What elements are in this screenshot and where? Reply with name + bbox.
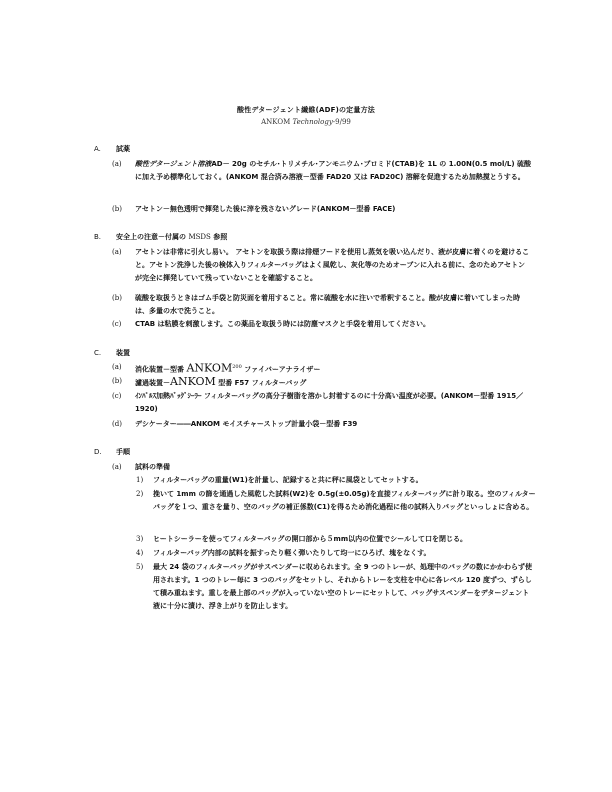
section-a-heading: A. 試薬 (94, 145, 130, 153)
list-item: 2) 挽いて 1mm の篩を通過した風乾した試料(W2)を 0.5g(±0.05g)を直接フィルターバッグに計り取る。空のフィルターバッグを１つ、重さを量り、空のバッグの補正係数(C1)を得るため消化過程に他の試料入りバッグといっしょに含める。 (136, 490, 536, 511)
list-item: (b) 硫酸を取扱うときはゴム手袋と防災面を着用すること。常に硫酸を水に注いで希釈すること。酸が皮膚に着いてしまった時は、多量の水で洗うこと。 (112, 294, 520, 315)
list-item: (b) アセトン－無色透明で揮発した後に滓を残さないグレード(ANKOM－型番 FACE) (112, 205, 396, 213)
list-item: (d) デシケーター――ANKOM モイスチャーストップ計量小袋－型番 F39 (112, 420, 358, 428)
list-item: (b) 濾過装置－ANKOM 型番 F57 フィルターバッグ (112, 375, 307, 388)
list-item: 3) ヒートシーラーを使ってフィルターバッグの開口部から５mm以内の位置でシールして口を閉じる。 (136, 535, 467, 543)
list-item: 5) 最大 24 袋のフィルターバッグがサスペンダーに収められます。全 9 つのトレーが、処理中のバッグの数にかかわらず使用されます。1 つのトレー毎に 3 つのバッグをセットし、それからトレーを支柱を中心に各レベル 120 度ずつ、ずらして積み重ねます。重しを最上部のバッグが入っていない空のトレーにセットして、バッグサスペンダーをデタージェント液に十分に漬け、浮き上がりを防止します。 (136, 563, 533, 610)
list-item: (a) 酸性デタージェント溶液AD－ 20g のセチル･トリメチル･アンモニウム･ブロミド(CTAB)を 1L の 1.00N(0.5 mol/L) 硫酸に加え予め標準化しておく。(ANKOM 混合済み溶液－型番 FAD20 又は FAD20C) 溶解を促進するため加熱撹とうする。 (112, 160, 532, 181)
list-item: (a) 試料の準備 (112, 463, 170, 471)
list-item: 1) フィルターバッグの重量(W1)を計量し、記録すると共に秤に風袋としてセットする。 (136, 476, 423, 484)
section-c-heading: C. 装置 (94, 349, 130, 357)
list-item: (a) 消化装置－型番 ANKOM$^{200}$ ファイバーアナライザー (112, 361, 321, 375)
section-b-heading: B. 安全上の注意－付属の MSDS 参照 (94, 233, 228, 241)
list-item: (c) ｲﾝﾊﾟﾙｽ加熱ﾊﾞｯｸﾞｼｰﾗｰ フィルターバッグの高分子樹脂を溶かし封着するのに十分高い温度が必要。(ANKOM－型番 1915／1920) (112, 392, 524, 413)
document-title: 酸性デタージェント繊維(ADF)の定量方法 (237, 106, 375, 114)
list-item: (a) アセトンは非常に引火し易い。 アセトンを取扱う際は排煙フードを使用し蒸気を吸い込んだり、液が皮膚に着くのを避けること。アセトン洗浄した後の検体入りフィルターバッグはよく風乾し、灰化等のためオーブンに入れる前に、念のためアセトンが完全に揮発していて残っていないことを確認すること。 (112, 248, 530, 282)
section-d-heading: D. 手順 (94, 448, 130, 456)
list-item: 4) フィルターバッグ内部の試料を振すったり軽く弾いたりして均一にひろげ、塊をなくす。 (136, 549, 431, 557)
document-subtitle: ANKOM Technology-9/99 (261, 118, 351, 126)
list-item: (c) CTAB は粘膜を刺激します。この薬品を取扱う時には防塵マスクと手袋を着用してください。 (112, 320, 430, 328)
